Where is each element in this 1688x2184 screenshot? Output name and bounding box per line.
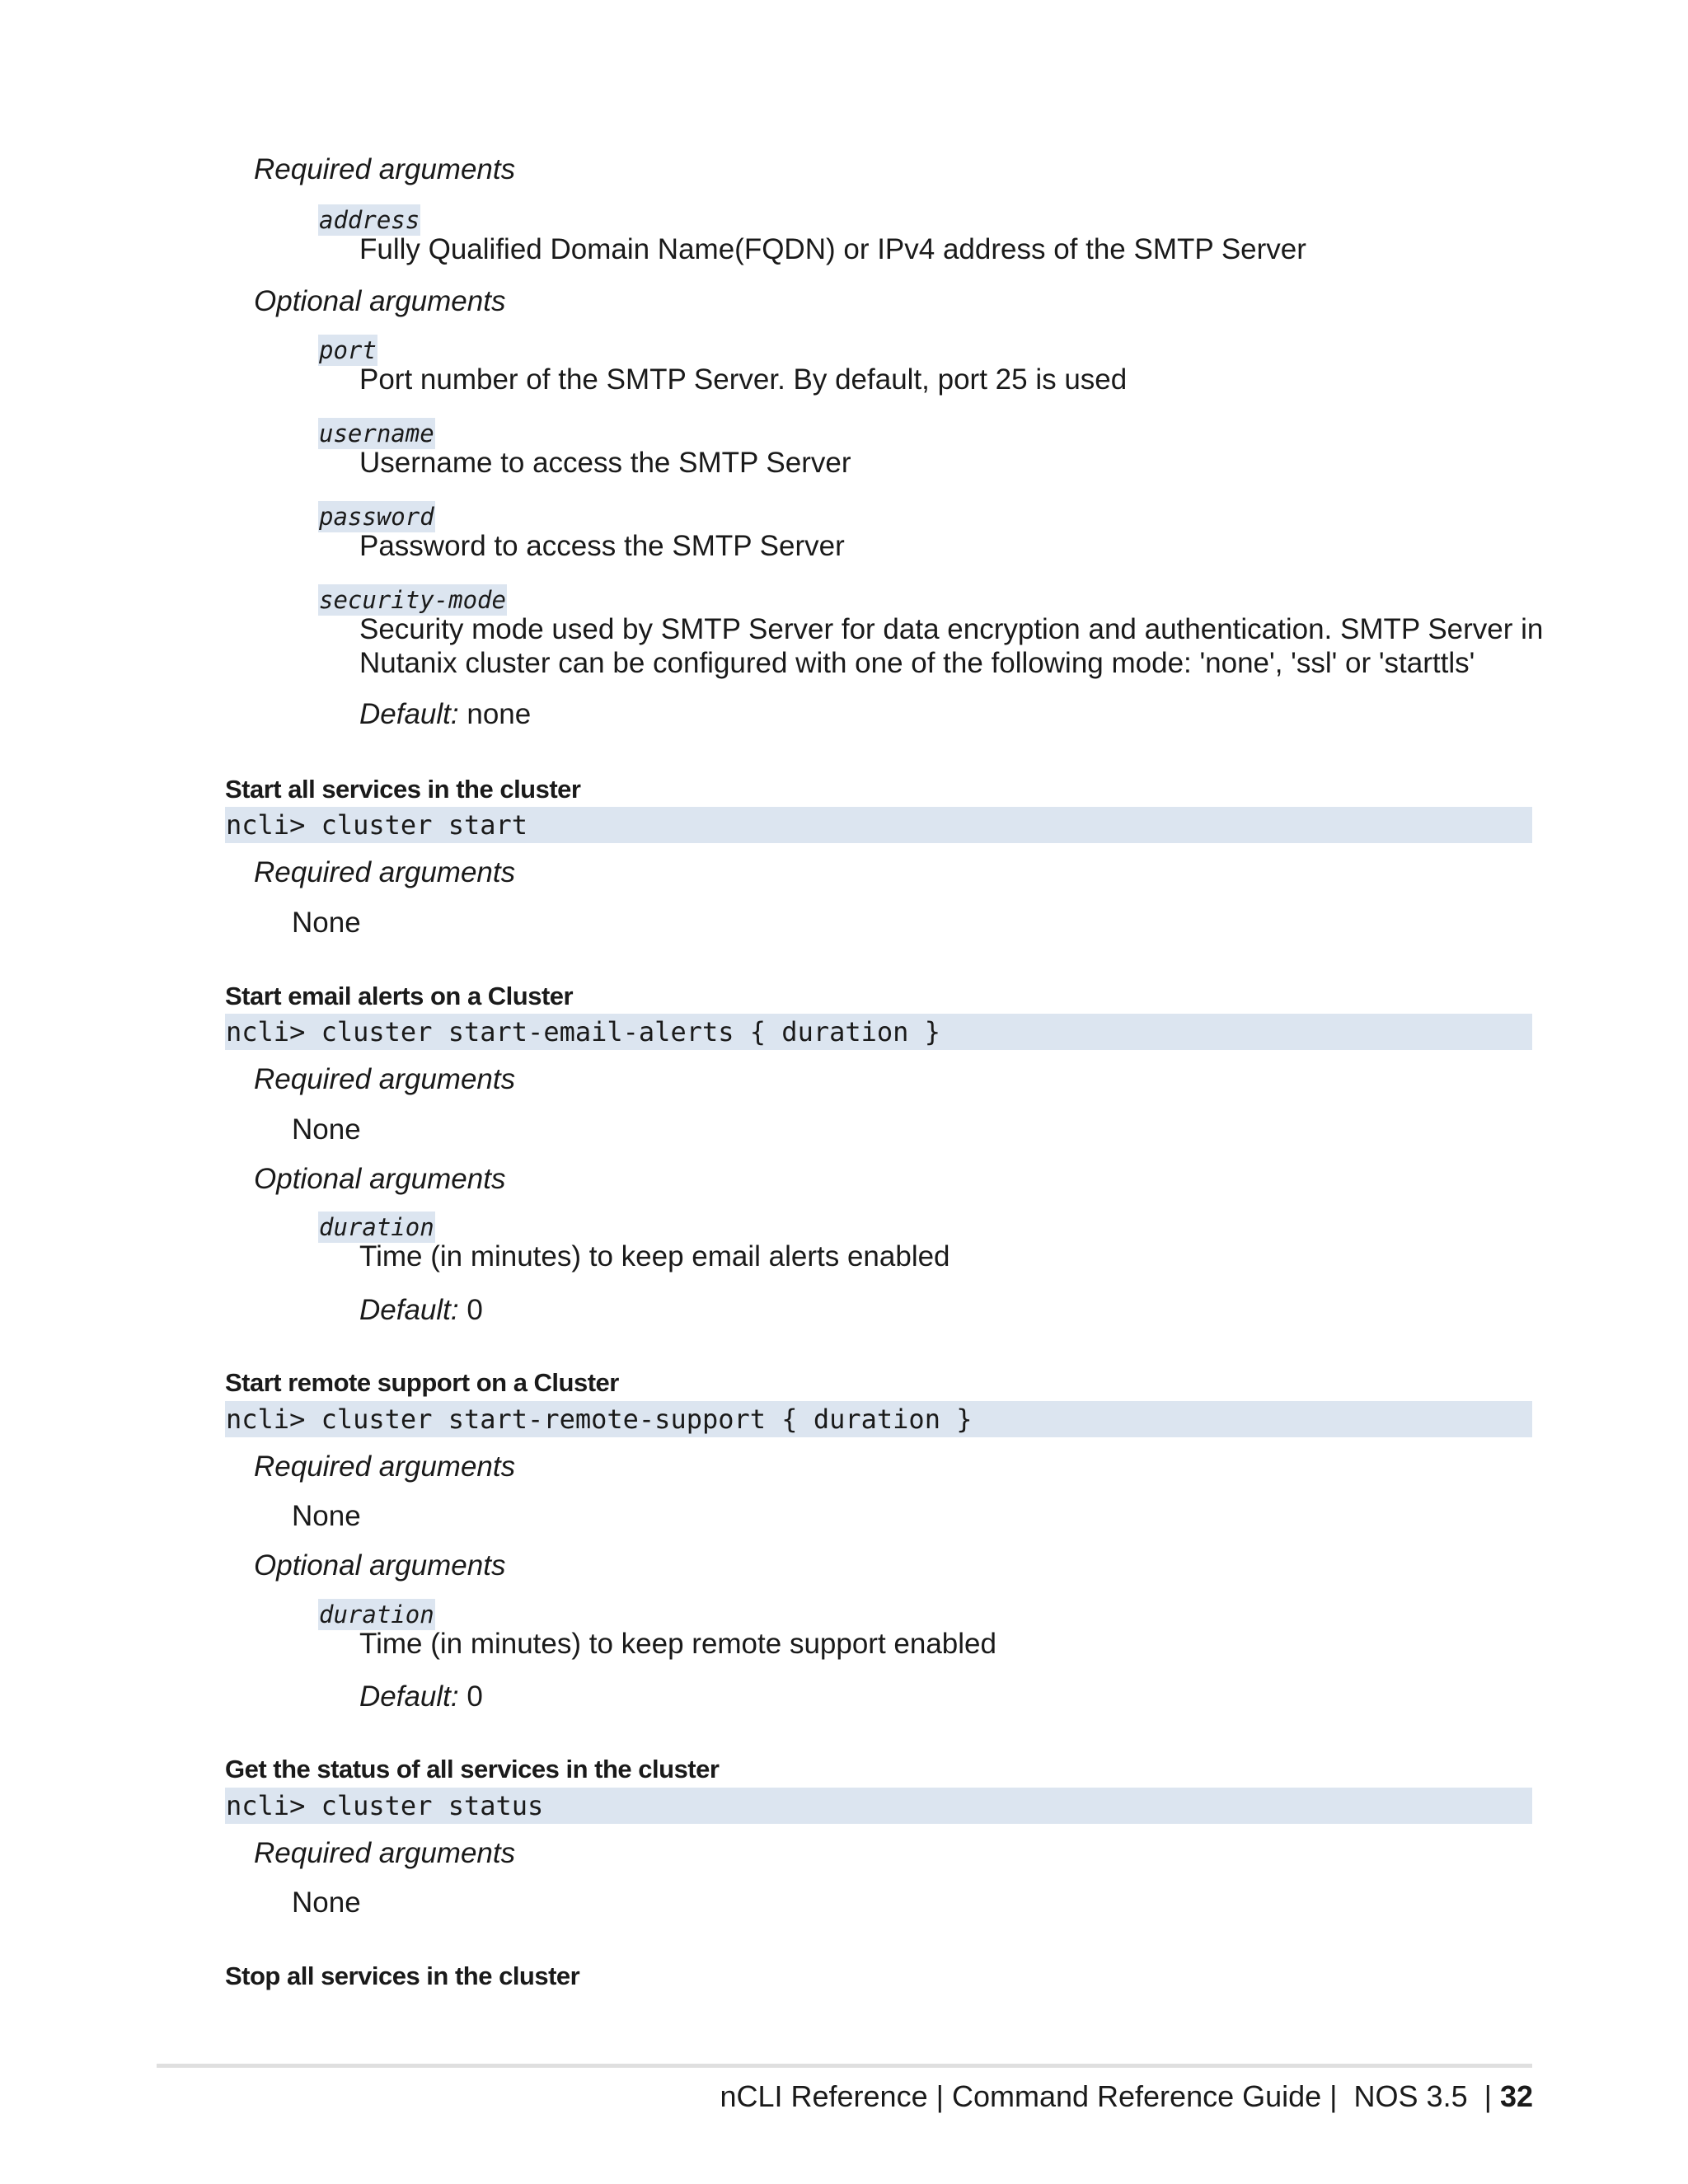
arg-desc-security-mode-line1: Security mode used by SMTP Server for data encryption and authentication. SMTP Server in [359,613,1544,645]
default-label: Default: [359,698,459,730]
required-arguments-label: Required arguments [254,1837,516,1869]
required-arguments-none: None [292,907,361,939]
arg-name-port: port [319,336,377,364]
optional-arguments-label: Optional arguments [254,1163,506,1195]
section-heading-remote-support: Start remote support on a Cluster [225,1368,619,1397]
arg-name-address: address [319,206,420,234]
arg-name-security-mode: security-mode [319,586,506,614]
section-heading-email-alerts: Start email alerts on a Cluster [225,982,574,1010]
command-start-email-alerts: ncli> cluster start-email-alerts { duration } [225,1014,1532,1050]
command-cluster-start: ncli> cluster start [225,807,1532,843]
default-duration [359,1294,483,1327]
arg-desc-duration: Time (in minutes) to keep email alerts enabled [359,1240,950,1272]
arg-name-username: username [319,419,434,448]
arg-name-password: password [319,503,434,531]
required-arguments-none: None [292,1113,361,1146]
default-duration [359,1680,483,1713]
required-arguments-label: Required arguments [254,856,516,888]
optional-arguments-label: Optional arguments [254,285,506,317]
section-heading-stop: Stop all services in the cluster [225,1961,580,1990]
arg-desc-password: Password to access the SMTP Server [359,530,845,562]
section-heading-status: Get the status of all services in the cluster [225,1755,720,1783]
default-label: Default: [359,1294,459,1326]
arg-desc-port: Port number of the SMTP Server. By default, port 25 is used [359,363,1128,396]
footer-divider [157,2064,1532,2068]
footer-text: nCLI Reference | Command Reference Guide | NOS 3.5 | [720,2079,1500,2113]
page-footer [720,2079,1533,2114]
arg-desc-address: Fully Qualified Domain Name(FQDN) or IPv4 address of the SMTP Server [359,233,1306,265]
arg-name-duration: duration [319,1213,434,1241]
arg-name-duration: duration [319,1601,434,1629]
required-arguments-label: Required arguments [254,1451,516,1483]
required-arguments-label: Required arguments [254,153,516,185]
default-label: Default: [359,1680,459,1713]
command-start-remote-support: ncli> cluster start-remote-support { duration } [225,1401,1532,1437]
section-heading-start: Start all services in the cluster [225,775,581,804]
default-value: none [458,698,532,730]
command-cluster-status: ncli> cluster status [225,1788,1532,1824]
arg-desc-duration: Time (in minutes) to keep remote support enabled [359,1628,996,1660]
required-arguments-label: Required arguments [254,1063,516,1095]
default-value: 0 [458,1294,483,1326]
arg-desc-security-mode-line2: Nutanix cluster can be configured with one of the following mode: 'none', 'ssl' or 'starttls' [359,647,1475,679]
required-arguments-none: None [292,1886,361,1919]
page-number: 32 [1499,2079,1533,2113]
required-arguments-none: None [292,1500,361,1532]
optional-arguments-label: Optional arguments [254,1549,506,1582]
default-value: 0 [458,1680,483,1713]
default-security-mode [359,698,531,731]
arg-desc-username: Username to access the SMTP Server [359,447,851,479]
